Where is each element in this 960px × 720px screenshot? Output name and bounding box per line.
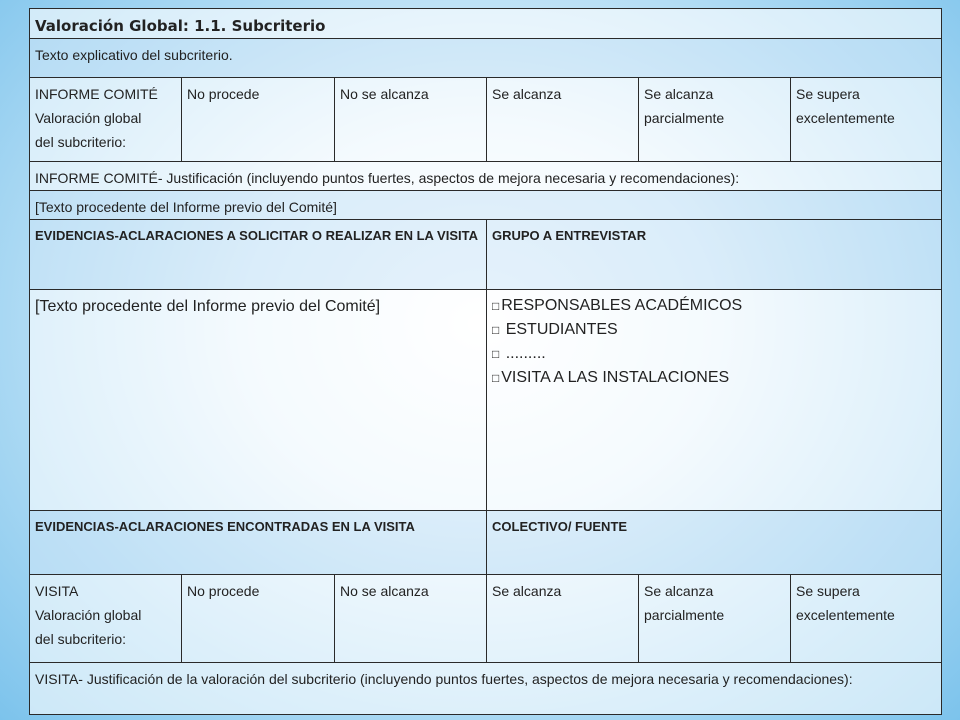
informe-justification-text[interactable]: [Texto procedente del Informe previo del Comité]: [30, 191, 942, 220]
colectivo-fuente-header: COLECTIVO/ FUENTE: [487, 511, 942, 575]
evidence-found-header: EVIDENCIAS-ACLARACIONES ENCONTRADAS EN LA VISITA: [30, 511, 487, 575]
informe-option-no-procede[interactable]: No procede: [182, 78, 335, 162]
evidence-request-text[interactable]: [Texto procedente del Informe previo del Comité]: [30, 290, 487, 511]
visita-option-parcialmente[interactable]: Se alcanza parcialmente: [639, 575, 791, 663]
visita-justification-label: VISITA- Justificación de la valoración del subcriterio (incluyendo puntos fuertes, aspectos de mejora necesaria y recomendaciones):: [30, 663, 942, 715]
interview-group-header: GRUPO A ENTREVISTAR: [487, 220, 942, 290]
visita-option-se-alcanza[interactable]: Se alcanza: [487, 575, 639, 663]
interview-group-list: [487, 290, 942, 511]
visita-option-no-procede[interactable]: No procede: [182, 575, 335, 663]
visita-option-excelentemente[interactable]: Se supera excelentemente: [791, 575, 942, 663]
interview-group-item[interactable]: □ ESTUDIANTES: [492, 321, 618, 338]
interview-group-item[interactable]: □ .........: [492, 345, 546, 362]
informe-option-no-se-alcanza[interactable]: No se alcanza: [335, 78, 487, 162]
evaluation-table: [29, 8, 942, 715]
interview-group-item[interactable]: □ RESPONSABLES ACADÉMICOS: [492, 297, 743, 314]
checkbox-icon: □: [492, 323, 500, 337]
informe-justification-label: INFORME COMITÉ- Justificación (incluyendo puntos fuertes, aspectos de mejora necesaria y recomendaciones):: [30, 162, 942, 191]
informe-rating-label: INFORME COMITÉ Valoración global del subcriterio:: [30, 78, 182, 162]
informe-option-se-alcanza[interactable]: Se alcanza: [487, 78, 639, 162]
interview-group-item[interactable]: □ VISITA A LAS INSTALACIONES: [492, 369, 730, 386]
visita-option-no-se-alcanza[interactable]: No se alcanza: [335, 575, 487, 663]
visita-rating-label: VISITA Valoración global del subcriterio:: [30, 575, 182, 663]
informe-option-excelentemente[interactable]: Se supera excelentemente: [791, 78, 942, 162]
checkbox-icon: □: [492, 371, 500, 385]
header-title: Valoración Global: 1.1. Subcriterio: [30, 9, 942, 39]
explanation-text: Texto explicativo del subcriterio.: [30, 39, 942, 78]
checkbox-icon: □: [492, 347, 500, 361]
informe-option-parcialmente[interactable]: Se alcanza parcialmente: [639, 78, 791, 162]
evidence-request-header: EVIDENCIAS-ACLARACIONES A SOLICITAR O REALIZAR EN LA VISITA: [30, 220, 487, 290]
checkbox-icon: □: [492, 299, 500, 313]
